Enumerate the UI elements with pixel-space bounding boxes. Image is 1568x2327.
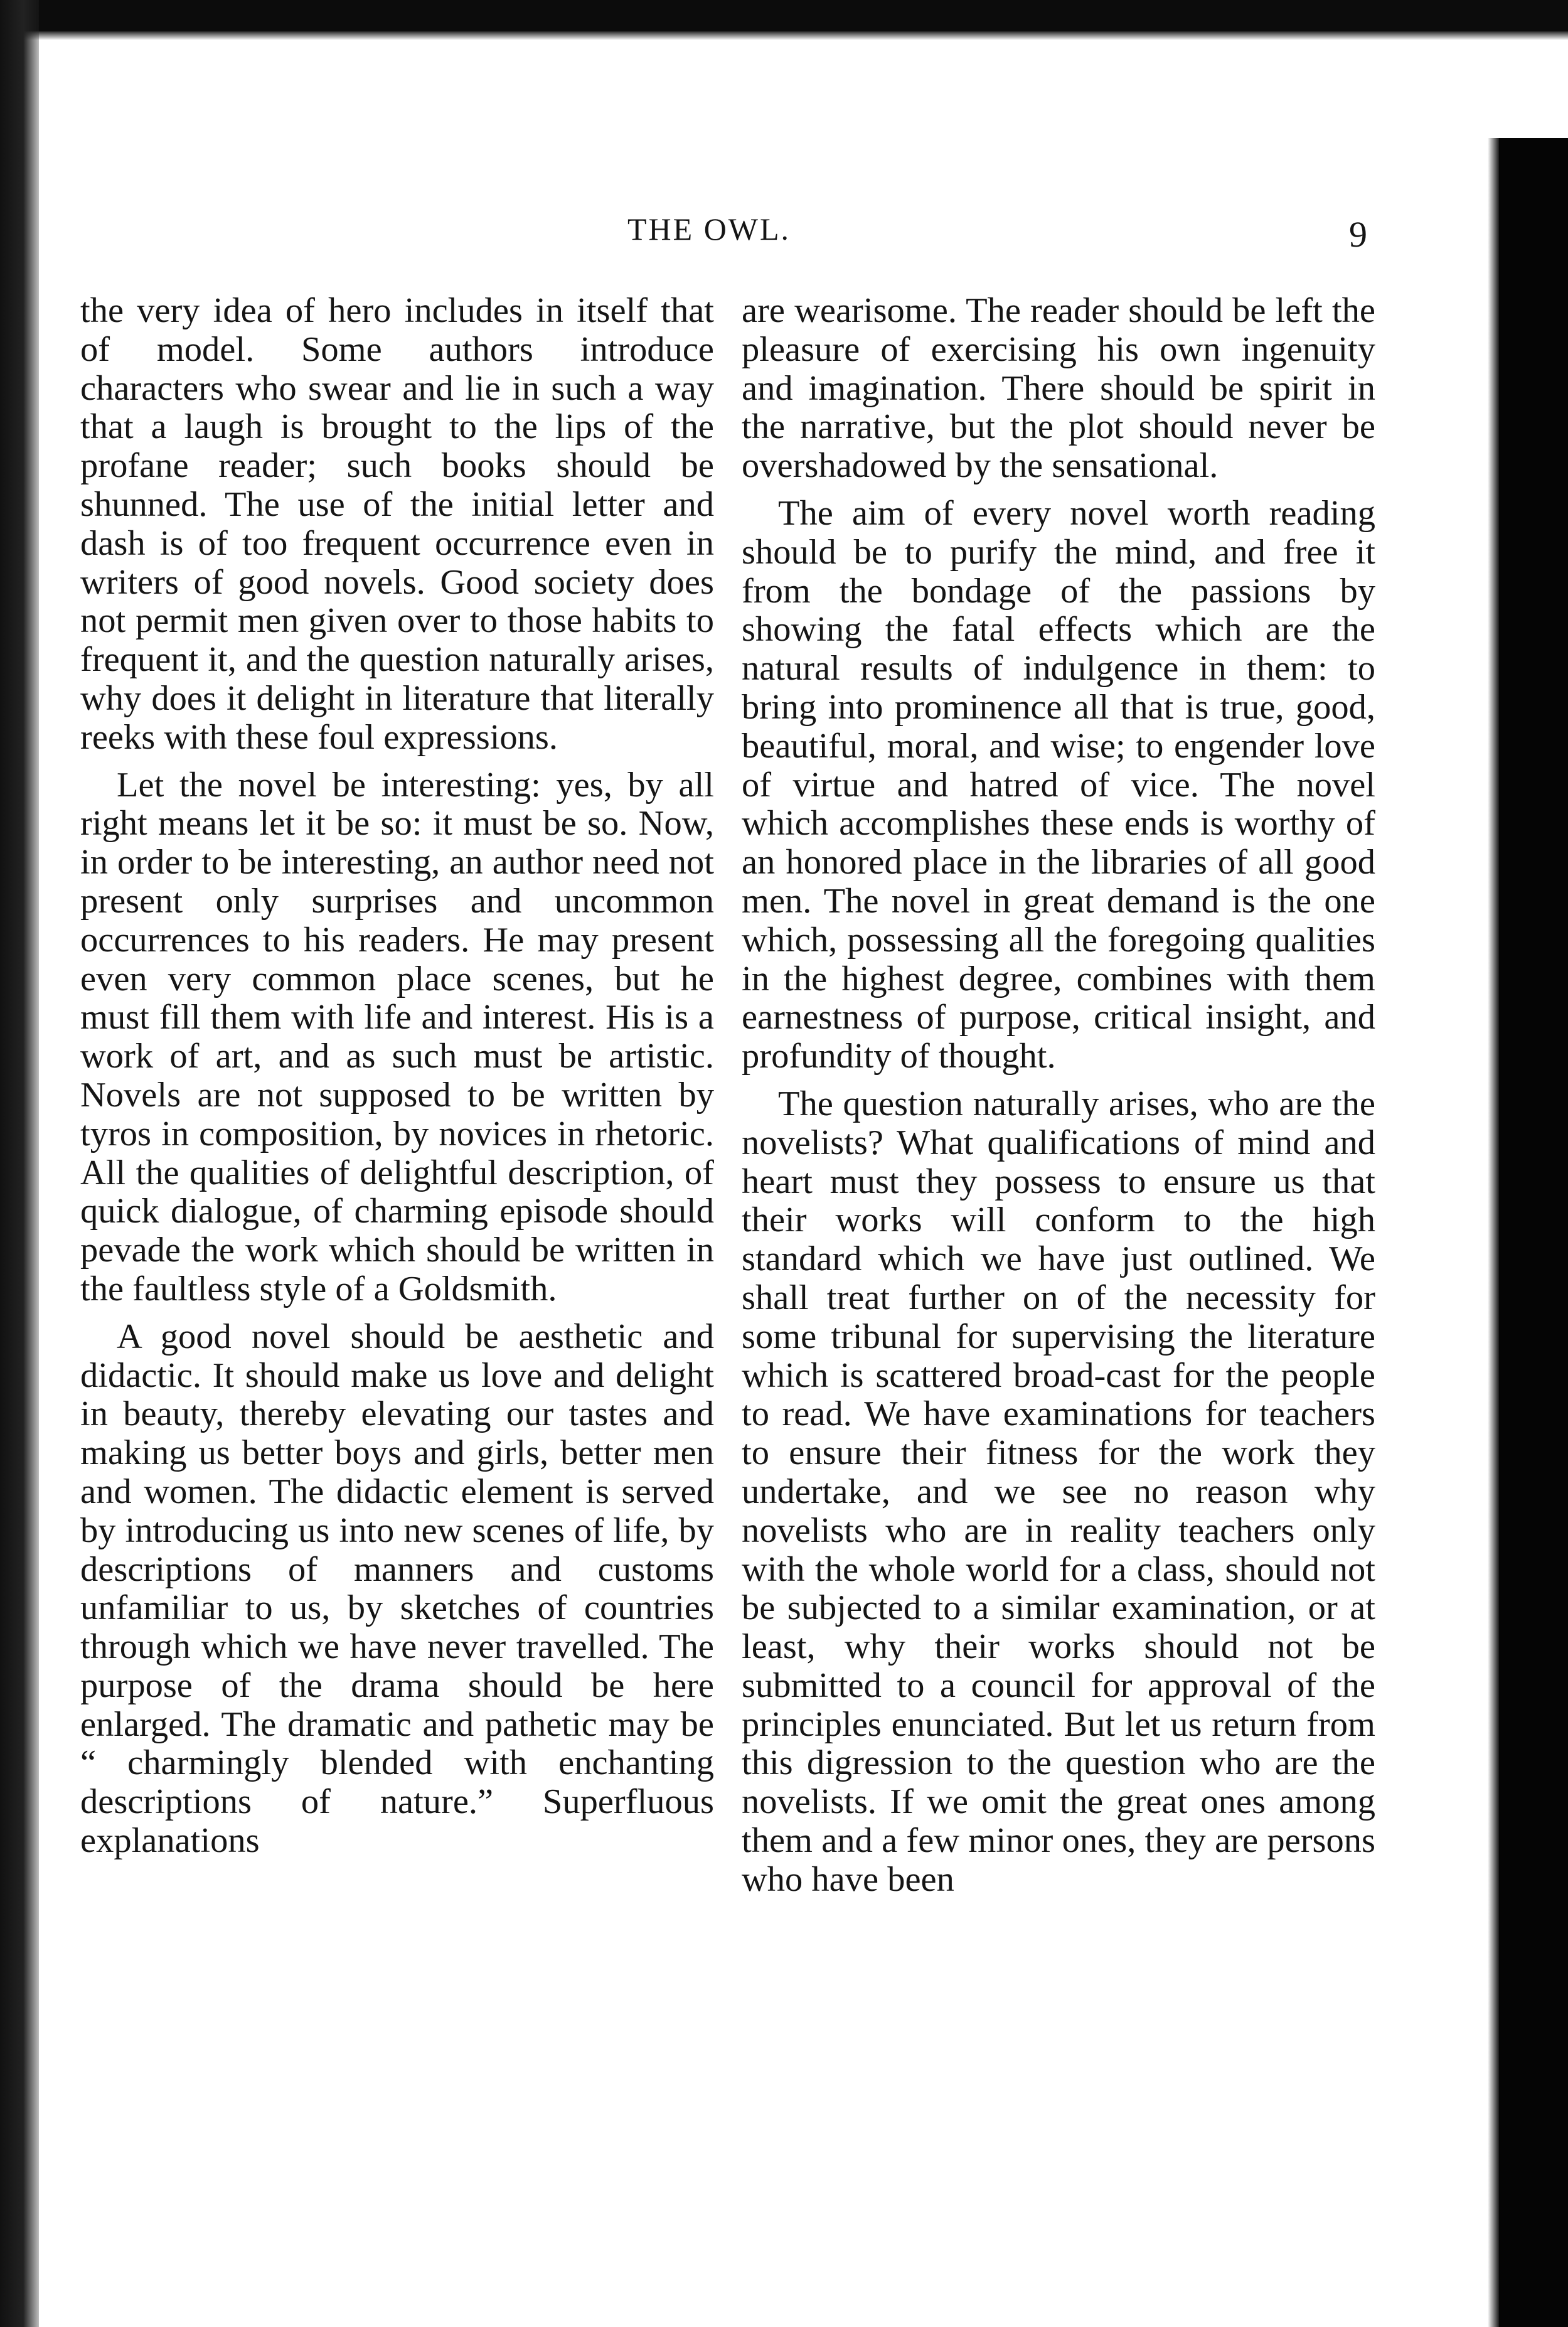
scan-border-right xyxy=(1499,138,1568,2327)
paragraph: The aim of every novel worth reading should be to purify the mind, and free it from the bondage of the passions by showing the fatal effects which are the natural results of indulgence in them: to bring into prominence all that is true, good, beautiful, moral, and wise; to engender love of virtue and hatred of vice. The novel which accomplishes these ends is worthy of an honored place in the libraries of all good men. The novel in great demand is the one which, possessing all the foregoing qualities in the highest degree, combines with them earnestness of purpose, critical insight, and profundity of thought. xyxy=(742,493,1375,1076)
paragraph: Let the novel be interesting: yes, by all right means let it be so: it must be so. Now, in order to be interesting, an author need not present only surprises and uncommon occurrences to his readers. He may present even very common place scenes, but he must fill them with life and interest. His is a work of art, and as such must be artistic. Novels are not supposed to be written by tyros in composition, by novices in rhetoric. All the qualities of delightful description, of quick dialogue, of charming episode should pevade the work which should be written in the faultless style of a Goldsmith. xyxy=(80,765,714,1308)
paragraph: are wearisome. The reader should be left the pleasure of exercising his own ingenuity and imagination. There should be spirit in the narrative, but the plot should never be overshadowed by the sensational. xyxy=(742,291,1375,486)
paragraph: The question naturally arises, who are the novelists? What qualifications of mind and heart must they possess to ensure us that their works will conform to the high standard which we have just outlined. We shall treat further on of the necessity for some tribunal for supervising the literature which is scattered broad-cast for the people to read. We have examinations for teachers to ensure their fitness for the work they undertake, and we see no reason why novelists who are in reality teachers only with the whole world for a class, should not be subjected to a similar examination, or at least, why their works should not be submitted to a council for approval of the principles enunciated. But let us return from this digression to the question who are the novelists. If we omit the great ones among them and a few minor ones, they are persons who have been xyxy=(742,1084,1375,1899)
text-column-left xyxy=(80,292,714,1861)
paragraph: A good novel should be aesthetic and didactic. It should make us love and delight in beauty, thereby elevating our tastes and making us better boys and girls, better men and women. The didactic element is served by introducing us into new scenes of life, by descriptions of manners and customs unfamiliar to us, by sketches of countries through which we have never travelled. The purpose of the drama should be here enlarged. The dramatic and pathetic may be “ charmingly blended with enchanting descriptions of nature.” Superfluous explanations xyxy=(80,1317,714,1861)
scan-border-left xyxy=(0,0,39,2327)
scan-shadow-right xyxy=(1488,138,1499,2327)
running-title: THE OWL. xyxy=(627,211,791,247)
text-column-right xyxy=(742,292,1375,1900)
scan-border-top xyxy=(0,0,1568,31)
paragraph: the very idea of hero includes in itself that of model. Some authors introduce characters who swear and lie in such a way that a laugh is brought to the lips of the profane reader; such books should be shunned. The use of the initial letter and dash is of too frequent occurrence even in writers of good novels. Good society does not permit men given over to those habits to frequent it, and the question naturally arises, why does it delight in literature that literally reeks with these foul expressions. xyxy=(80,291,714,757)
scan-shadow-top xyxy=(0,31,1568,40)
page-number: 9 xyxy=(1349,214,1367,255)
